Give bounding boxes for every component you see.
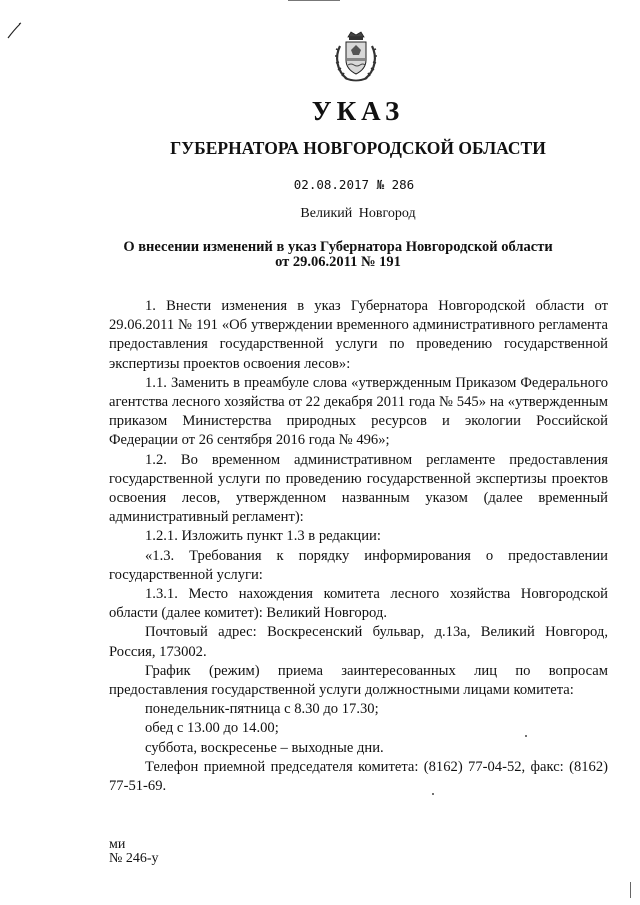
registration-number: № 246-у [109,851,159,866]
paragraph-1-3: «1.3. Требования к порядку информирования о предоставлении государственной услуги: [109,547,608,583]
decree-heading [18,240,640,270]
document-footer [109,838,159,866]
document-subtitle: ГУБЕРНАТОРА НОВГОРОДСКОЙ ОБЛАСТИ [170,138,546,158]
paragraph-1-1: 1.1. Заменить в преамбуле слова «утвержденным Приказом Федерального агентства лесного хозяйства от 22 декабря 2011 года № 545» на «утвержденным приказом Министерства природных ресурсов и экологии Российской Федерации от 26 сентября 2016 года № 496»; [109,374,608,449]
document-title: УКАЗ [311,96,405,126]
handwritten-mark [6,22,22,40]
schedule-weekdays: понедельник-пятница с 8.30 до 17.30; [145,701,379,718]
schedule-lunch: обед с 13.00 до 14.00; [145,720,279,737]
phone-fax: Телефон приемной председателя комитета: (8162) 77-04-52, факс: (8162) 77-51-69. [109,758,608,795]
heading-line-1: О внесении изменений в указ Губернатора Новгородской области [123,239,553,255]
scan-speck [432,793,434,795]
schedule-intro: График (режим) приема заинтересованных лиц по вопросам предоставления государственной услуги должностными лицами комитета: [109,662,608,699]
schedule-weekend: суббота, воскресенье – выходные дни. [145,739,384,756]
scan-edge-mark [630,882,631,898]
coat-of-arms-icon [331,28,381,84]
date-and-number: 02.08.2017 № 286 [293,177,415,192]
top-scan-line [288,0,340,1]
scan-speck [525,735,527,737]
paragraph-1-3-1: 1.3.1. Место нахождения комитета лесного хозяйства Новгородской области (далее комитет): Великий Новгород. [109,586,608,622]
city-name: Великий Новгород [300,206,416,221]
paragraph-1-2: 1.2. Во временном административном регламенте предоставления государственной услуги по проведению государственной экспертизы проектов освоения лесов, утвержденном названным указом (далее временный административный регламент): [109,451,608,526]
postal-address: Почтовый адрес: Воскресенский бульвар, д.13а, Великий Новгород, Россия, 173002. [109,624,608,660]
heading-line-2: от 29.06.2011 № 191 [275,254,401,270]
paragraph-1: 1. Внести изменения в указ Губернатора Новгородской области от 29.06.2011 № 191 «Об утверждении временного административного регламента предоставления государственной услуги по проведению государственной экспертизы проектов освоения лесов»: [109,298,608,372]
paragraph-1-2-1: 1.2.1. Изложить пункт 1.3 в редакции: [145,528,381,545]
executor-initials: ми [109,837,126,852]
document-body [109,297,608,796]
